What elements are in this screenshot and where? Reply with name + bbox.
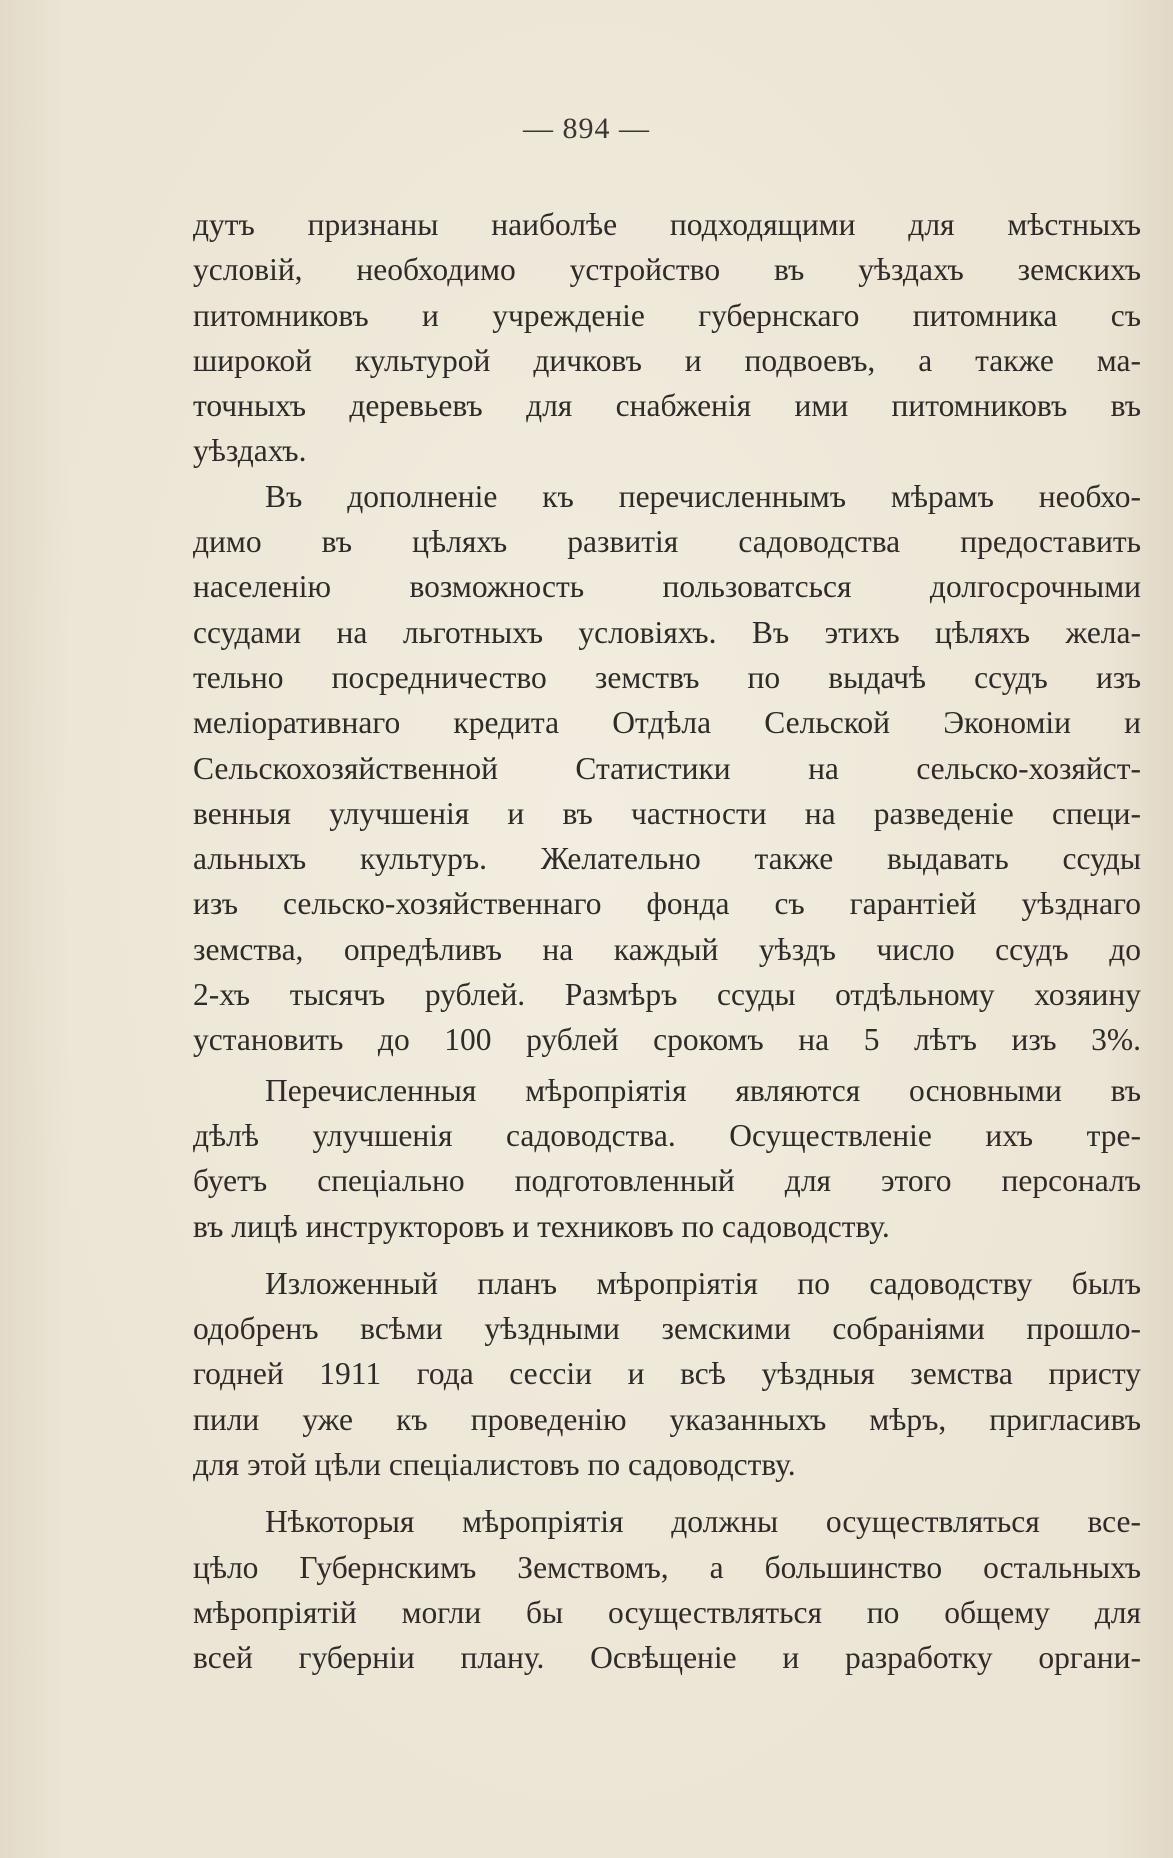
text-line: всей губерніи плану. Освѣщеніе и разработку органи- [193,1640,1141,1676]
text-line: Въ дополненіе къ перечисленнымъ мѣрамъ необхо- [265,478,1141,514]
text-line: цѣло Губернскимъ Земствомъ, а большинство остальныхъ [193,1549,1141,1585]
paragraph-2 [193,474,1141,1063]
text-line: дутъ признаны наиболѣе подходящими для мѣстныхъ [193,207,1141,242]
text-line: питомниковъ и учрежденіе губернскаго питомника съ [193,297,1141,333]
text-line: Перечисленныя мѣропріятія являются основными въ [265,1072,1141,1108]
text-line: мѣропріятій могли бы осуществляться по общему для [193,1594,1141,1630]
text-line: установить до 100 рублей срокомъ на 5 лѣтъ изъ 3%. [193,1022,1141,1058]
text-line: пили уже къ проведенію указанныхъ мѣръ, пригласивъ [193,1401,1141,1437]
paragraph-3 [193,1068,1141,1249]
text-line: уѣздахъ. [193,433,307,469]
text-line: 2-хъ тысячъ рублей. Размѣръ ссуды отдѣльному хозяину [193,977,1141,1013]
text-line: для этой цѣли спеціалистовъ по садоводству. [193,1447,796,1483]
body-text [193,202,1141,1681]
text-line: ссудами на льготныхъ условіяхъ. Въ этихъ цѣляхъ жела- [193,614,1141,650]
text-line: димо въ цѣляхъ развитія садоводства предоставить [193,524,1141,560]
text-line: Нѣкоторыя мѣропріятія должны осуществляться все- [265,1504,1141,1540]
text-line: меліоративнаго кредита Отдѣла Сельской Экономіи и [193,705,1141,741]
text-line: Изложенный планъ мѣропріятія по садоводству былъ [265,1265,1141,1301]
text-line: дѣлѣ улучшенія садоводства. Осуществленіе ихъ тре- [193,1117,1141,1153]
text-line: земства, опредѣливъ на каждый уѣздъ число ссудъ до [193,931,1141,967]
text-line: годней 1911 года сессіи и всѣ уѣздныя земства присту [193,1356,1141,1392]
text-line: венныя улучшенія и въ частности на разведеніе специ- [193,795,1141,831]
text-line: населенію возможность пользоватсься долгосрочными [193,569,1141,605]
text-line: одобренъ всѣми уѣздными земскими собраніями прошло- [193,1311,1141,1347]
text-line: условій, необходимо устройство въ уѣздахъ земскихъ [193,252,1141,288]
text-line: тельно посредничество земствъ по выдачѣ ссудъ изъ [193,659,1141,695]
paragraph-5 [193,1499,1141,1680]
text-line: широкой культурой дичковъ и подвоевъ, а также ма- [193,342,1141,378]
text-line: изъ сельско-хозяйственнаго фонда съ гарантіей уѣзднаго [193,886,1141,922]
paragraph-4 [193,1261,1141,1487]
text-line: Сельскохозяйственной Статистики на сельско-хозяйст- [193,750,1141,786]
page-number: — 894 — [523,112,650,145]
text-line: буетъ спеціально подготовленный для этого персоналъ [193,1163,1141,1199]
text-line: въ лицѣ инструкторовъ и техниковъ по садоводству. [193,1208,890,1244]
text-line: точныхъ деревьевъ для снабженія ими питомниковъ въ [193,388,1141,424]
paragraph-1 [193,202,1141,474]
text-line: альныхъ культуръ. Желательно также выдавать ссуды [193,841,1141,877]
